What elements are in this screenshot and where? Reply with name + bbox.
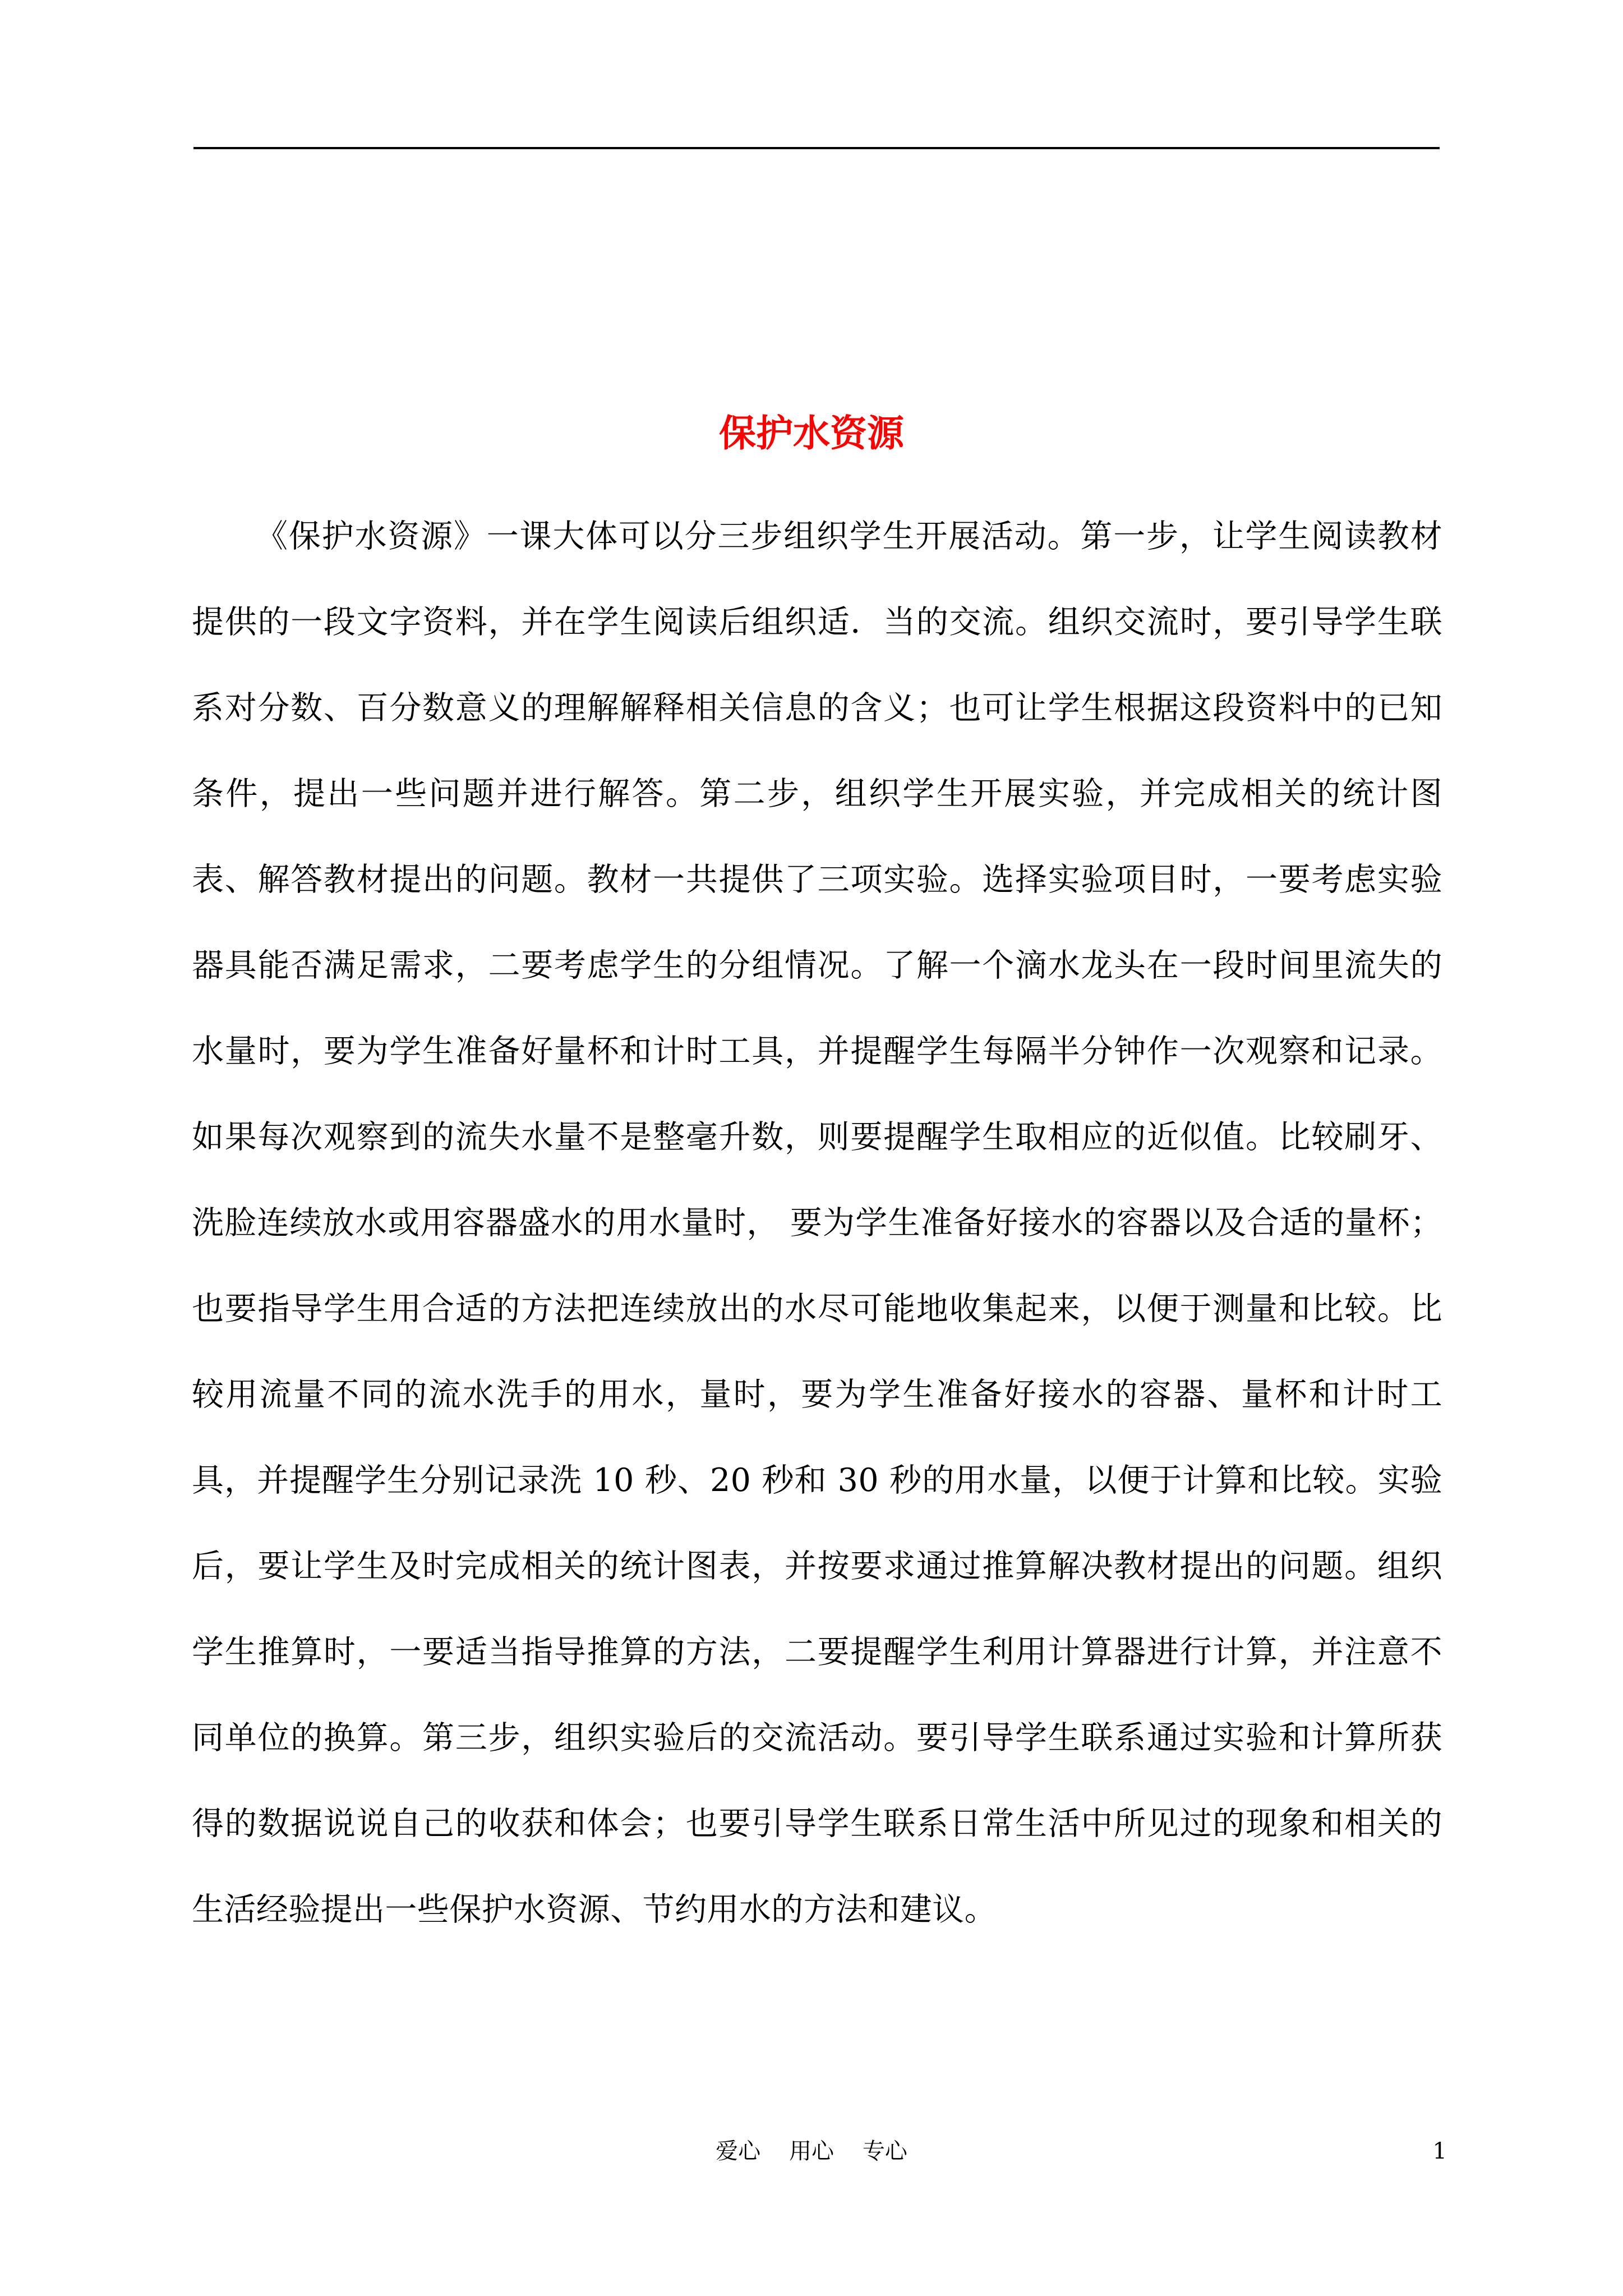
page-number: 1 [1432,2138,1447,2164]
page-footer [0,2132,1623,2171]
document-title: 保护水资源 [719,411,904,455]
footer-motto: 爱心 用心 专心 [716,2138,907,2164]
header-rule [193,147,1440,149]
body-paragraph: 《保护水资源》一课大体可以分三步组织学生开展活动。第一步，让学生阅读教材提供的一段文字资料，并在学生阅读后组织适．当的交流。组织交流时，要引导学生联系对分数、百分数意义的理解解释相关信息的含义；也可让学生根据这段资料中的已知条件，提出一些问题并进行解答。第二步，组织学生开展实验，并完成相关的统计图表、解答教材提出的问题。教材一共提供了三项实验。选择实验项目时，一要考虑实验器具能否满足需求，二要考虑学生的分组情况。了解一个滴水龙头在一段时间里流失的水量时，要为学生准备好量杯和计时工具，并提醒学生每隔半分钟作一次观察和记录。如果每次观察到的流失水量不是整毫升数，则要提醒学生取相应的近似值。比较刷牙、洗脸连续放水或用容器盛水的用水量时， 要为学生准备好接水的容器以及合适的量杯；也要指导学生用合适的方法把连续放出的水尽可能地收集起来，以便于测量和比较。比较用流量不同的流水洗手的用水，量时，要为学生准备好接水的容器、量杯和计时工具，并提醒学生分别记录洗 10 秒、20 秒和 30 秒的用水量，以便于计算和比较。实验后，要让学生及时完成相关的统计图表，并按要求通过推算解决教材提出的问题。组织学生推算时，一要适当指导推算的方法，二要提醒学生利用计算器进行计算，并注意不同单位的换算。第三步，组织实验后的交流活动。要引导学生联系通过实验和计算所获得的数据说说自己的收获和体会；也要引导学生联系日常生活中所见过的现象和相关的生活经验提出一些保护水资源、节约用水的方法和建议。 [192,518,1442,1928]
